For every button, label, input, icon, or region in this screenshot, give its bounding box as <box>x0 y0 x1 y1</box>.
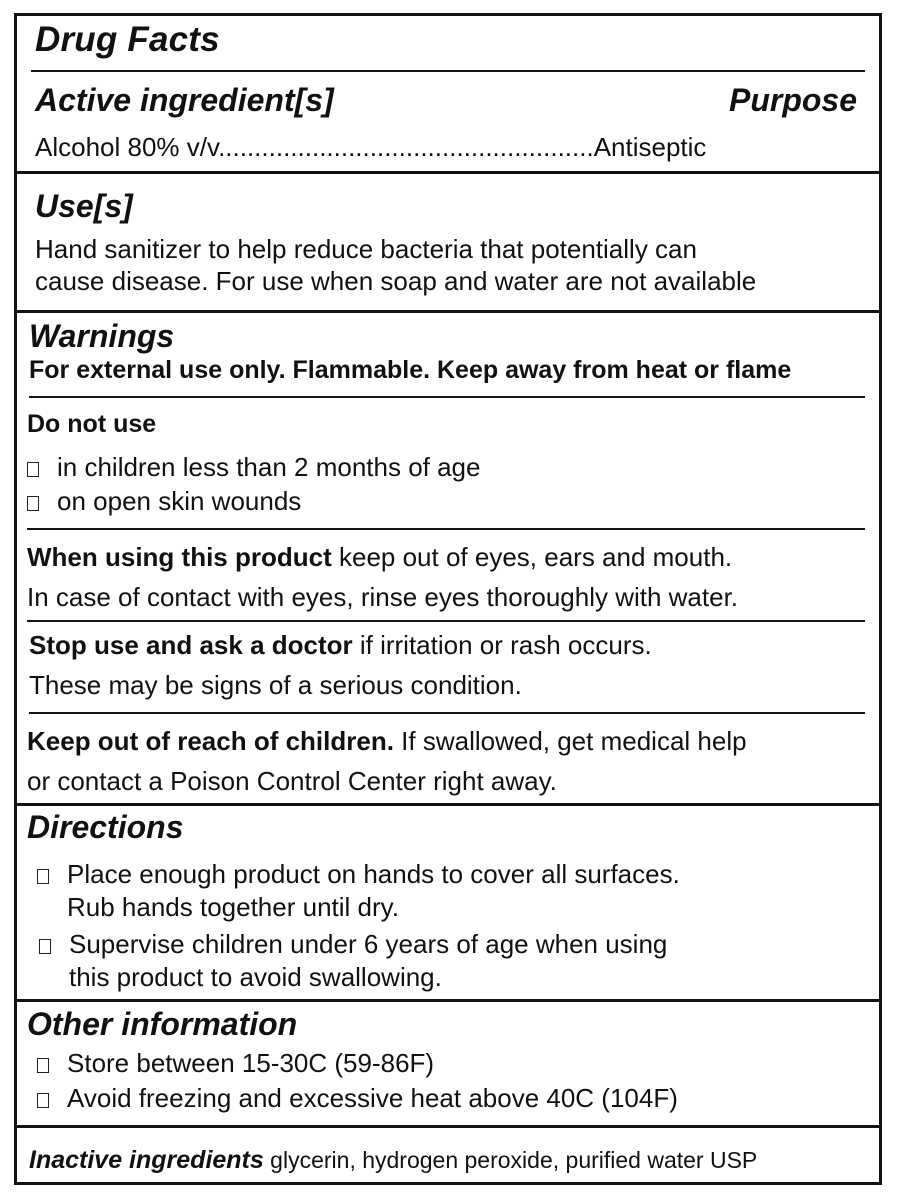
directions-item-cont: this product to avoid swallowing. <box>69 962 442 992</box>
directions-item: Place enough product on hands to cover all surfaces. <box>37 859 680 890</box>
other-info-item: Store between 15-30C (59-86F) <box>37 1048 434 1079</box>
warnings-heading: Warnings <box>29 318 175 354</box>
inactive-ingredients-heading: Inactive ingredients <box>29 1146 264 1174</box>
active-ingredient-line <box>35 132 706 163</box>
other-info-item: Avoid freezing and excessive heat above 40C (104F) <box>37 1083 678 1114</box>
active-ingredients-heading: Active ingredient[s] <box>35 82 334 118</box>
divider <box>27 620 865 622</box>
drug-facts-title: Drug Facts <box>35 20 220 59</box>
divider <box>27 528 865 530</box>
when-using-line1: When using this product keep out of eyes, ears and mouth. <box>27 542 733 572</box>
uses-heading: Use[s] <box>35 188 133 224</box>
directions-item: Supervise children under 6 years of age when using <box>39 929 667 960</box>
directions-item-cont: Rub hands together until dry. <box>67 892 399 922</box>
checkbox-bullet-icon <box>27 496 39 511</box>
active-ingredient-purpose: Antiseptic <box>593 132 707 162</box>
directions-heading: Directions <box>27 809 184 845</box>
checkbox-bullet-icon <box>37 869 49 884</box>
purpose-heading: Purpose <box>728 82 857 118</box>
section-divider <box>17 803 879 806</box>
section-divider <box>17 171 879 174</box>
stop-use-line2: These may be signs of a serious condition. <box>29 670 522 700</box>
active-ingredient-name: Alcohol 80% v/v <box>35 132 219 162</box>
when-using-line2: In case of contact with eyes, rinse eyes thoroughly with water. <box>27 582 739 612</box>
flammable-warning: For external use only. Flammable. Keep away from heat or flame <box>29 356 792 384</box>
inactive-ingredients-line <box>29 1146 757 1175</box>
divider <box>29 396 865 398</box>
divider <box>31 70 865 72</box>
stop-use-line1: Stop use and ask a doctor if irritation or rash occurs. <box>29 630 652 660</box>
checkbox-bullet-icon <box>39 939 51 954</box>
leader-dots: .................................................... <box>218 132 594 162</box>
section-divider <box>17 310 879 313</box>
checkbox-bullet-icon <box>37 1093 49 1108</box>
uses-text-line2: cause disease. For use when soap and water are not available <box>35 266 757 296</box>
section-divider <box>17 1125 879 1128</box>
keep-out-line1: Keep out of reach of children. If swallowed, get medical help <box>27 726 747 756</box>
inactive-ingredients-list: glycerin, hydrogen peroxide, purified water USP <box>263 1147 758 1173</box>
section-divider <box>17 999 879 1002</box>
checkbox-bullet-icon <box>37 1058 49 1073</box>
do-not-use-heading: Do not use <box>27 410 157 438</box>
other-information-heading: Other information <box>27 1006 298 1042</box>
divider <box>29 712 865 714</box>
checkbox-bullet-icon <box>27 462 39 477</box>
keep-out-line2: or contact a Poison Control Center right away. <box>27 766 557 796</box>
drug-facts-panel <box>14 13 882 1185</box>
do-not-use-item: in children less than 2 months of age <box>27 452 480 483</box>
do-not-use-item: on open skin wounds <box>27 486 301 517</box>
uses-text-line1: Hand sanitizer to help reduce bacteria that potentially can <box>35 234 697 264</box>
